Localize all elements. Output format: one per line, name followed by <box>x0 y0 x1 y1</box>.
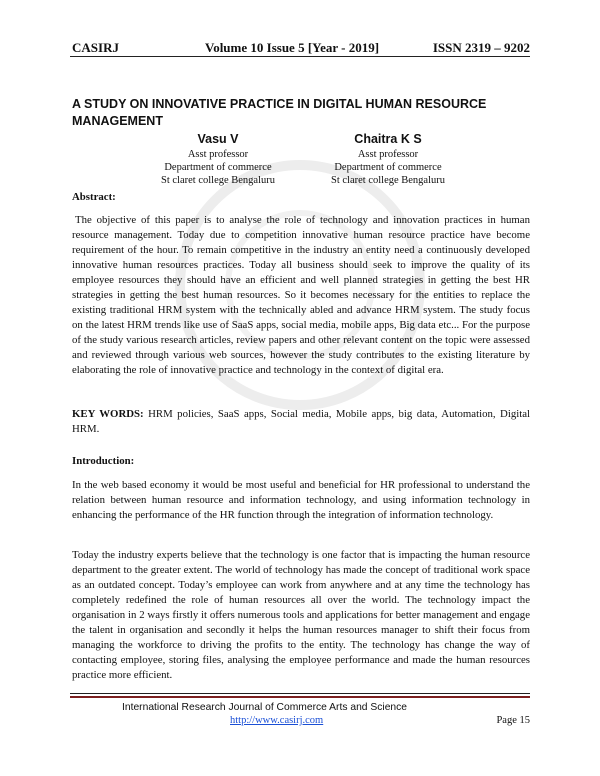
journal-short-name: CASIRJ <box>72 40 119 55</box>
author-name: Chaitra K S <box>354 132 422 146</box>
author-block-2 <box>303 131 473 187</box>
author-affiliation: St claret college Bengaluru <box>161 175 275 186</box>
author-role: Asst professor <box>187 149 249 160</box>
footer-rule-thick <box>70 696 530 698</box>
introduction-paragraph-1: In the web based economy it would be most useful and beneficial for HR professional to understand the relation between human resource and information technology, and using information technology in enhancing the performance of the HR function through the integration of information technology. <box>72 479 530 521</box>
volume-issue: Volume 10 Issue 5 [Year - 2019] <box>205 40 380 55</box>
author-department: Department of commerce <box>334 162 442 173</box>
author-department: Department of commerce <box>164 162 272 173</box>
introduction-paragraph-2: Today the industry experts believe that the technology is one factor that is impacting the human resource department to the greater extent. The world of technology has made the concept of traditional work space as an outdated concept. Today’s employee can work from anywhere and at any time the technology has completely redefined the role of human resources all over the world. The technology impact the organisation in 2 ways firstly it offers numerous tools and applications for better management and engage the talent in organisation and secondly it helps the human resources manager to shift their focus from managing the workforce to driving the profits to the entity. The technology has change the way of contacting employee, storing files, analysing the employee performance and made the human resources practice more efficient. <box>72 549 530 681</box>
page-number: Page 15 <box>496 715 530 726</box>
footer-rule-thin <box>70 693 530 694</box>
author-affiliation: St claret college Bengaluru <box>331 175 445 186</box>
keywords-text: HRM policies, SaaS apps, Social media, Mobile apps, big data, Automation, Digital HRM. <box>72 408 531 435</box>
introduction-heading: Introduction: <box>72 455 135 467</box>
author-role: Asst professor <box>357 149 419 160</box>
header-rule <box>70 56 530 57</box>
running-header <box>72 40 530 56</box>
issn-number: ISSN 2319 – 9202 <box>432 40 530 55</box>
author-name: Vasu V <box>197 132 239 146</box>
keywords <box>72 407 530 437</box>
author-block-1 <box>133 131 303 187</box>
footer-journal-name: International Research Journal of Commerce Arts and Science <box>122 702 408 713</box>
keywords-label: KEY WORDS: <box>72 408 144 420</box>
paper-title: A STUDY ON INNOVATIVE PRACTICE IN DIGITAL HUMAN RESOURCE MANAGEMENT <box>72 97 487 128</box>
abstract-text: The objective of this paper is to analyse the role of technology and innovation practices in human resource management. Today due to competition innovative human resource practice have become requirement of the hour. To remain competitive in the industry an entity need a continuously developed innovative human resources practices. Today all business should seek to improve the quality of its employee resources they should have an efficient and well planned strategies in getting the best HR strategies in getting the best human resources. So it becomes necessary for the entities to replace the existing traditional HRM system with the technically abled and advance HRM system. The study focus on the latest HRM trends like use of SaaS apps, social media, mobile apps, Big data etc... For the purpose of the study various research articles, review papers and other relevant content on the topic were assessed and reviewed through various web sources, however the study contributes to the existing literature by elaborating the role of innovative practice and technology in the context of digital era. <box>72 214 530 376</box>
abstract-heading: Abstract: <box>72 191 116 203</box>
journal-website-link[interactable]: http://www.casirj.com <box>230 715 324 726</box>
